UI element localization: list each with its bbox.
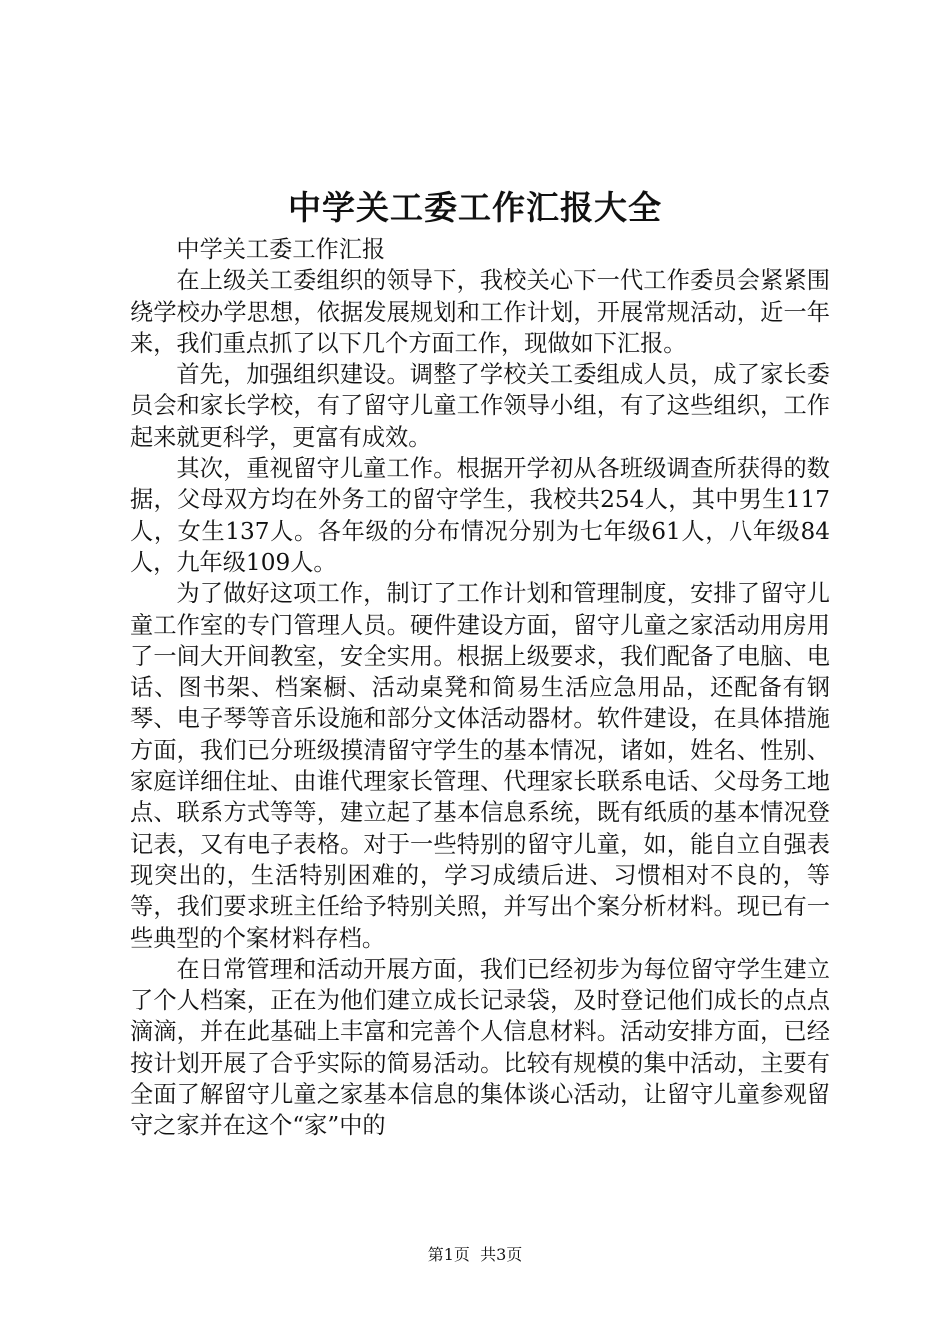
paragraph-intro: 在上级关工委组织的领导下，我校关心下一代工作委员会紧紧围绕学校办学思想，依据发展规划和工作计划，开展常规活动，近一年来，我们重点抓了以下几个方面工作，现做如下汇报。: [130, 267, 830, 357]
paragraph-daily-management: 在日常管理和活动开展方面，我们已经初步为每位留守学生建立了个人档案，正在为他们建立成长记录袋，及时登记他们成长的点点滴滴，并在此基础上丰富和完善个人信息材料。活动安排方面，已经按计划开展了合乎实际的简易活动。比较有规模的集中活动，主要有全面了解留守儿童之家基本信息的集体谈心活动，让留守儿童参观留守之家并在这个“家”中的: [130, 955, 830, 1140]
document-body: [130, 234, 830, 1142]
page-total: 共3页: [480, 1245, 523, 1264]
page-number: 第1页: [427, 1245, 470, 1264]
paragraph-work-plan: 为了做好这项工作，制订了工作计划和管理制度，安排了留守儿童工作室的专门管理人员。硬件建设方面，留守儿童之家活动用房用了一间大开间教室，安全实用。根据上级要求，我们配备了电脑、电话、图书架、档案橱、活动桌凳和简易生活应急用品，还配备有钢琴、电子琴等音乐设施和部分文体活动器材。软件建设，在具体措施方面，我们已分班级摸清留守学生的基本情况，诸如，姓名、性别、家庭详细住址、由谁代理家长管理、代理家长联系电话、父母务工地点、联系方式等等，建立起了基本信息系统，既有纸质的基本情况登记表，又有电子表格。对于一些特别的留守儿童，如，能自立自强表现突出的，生活特别困难的，学习成绩后进、习惯相对不良的，等等，我们要求班主任给予特别关照，并写出个案分析材料。现已有一些典型的个案材料存档。: [130, 580, 830, 952]
paragraph-left-behind-children: 其次，重视留守儿童工作。根据开学初从各班级调查所获得的数据，父母双方均在外务工的留守学生，我校共254人，其中男生117人，女生137人。各年级的分布情况分别为七年级61人，八年级84人，九年级109人。: [130, 455, 830, 576]
paragraph-organization: 首先，加强组织建设。调整了学校关工委组成人员，成了家长委员会和家长学校，有了留守儿童工作领导小组，有了这些组织，工作起来就更科学，更富有成效。: [130, 361, 830, 451]
document-title: 中学关工委工作汇报大全: [288, 188, 662, 227]
document-subtitle: 中学关工委工作汇报: [176, 236, 386, 263]
page-footer: [0, 1244, 950, 1266]
